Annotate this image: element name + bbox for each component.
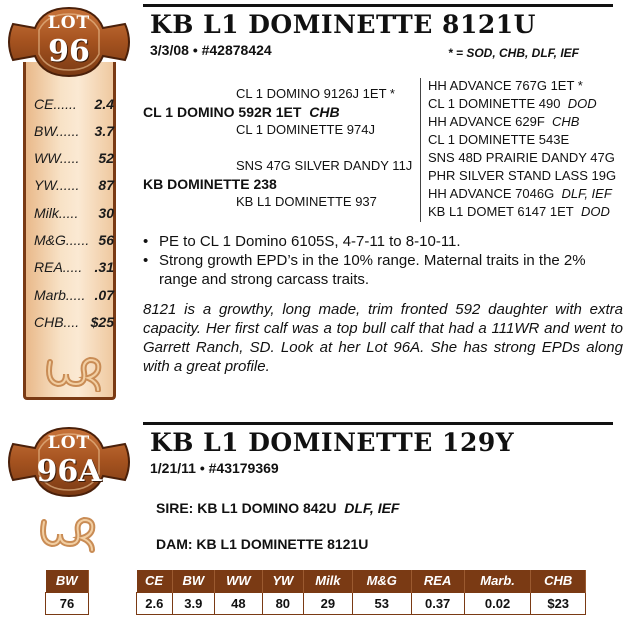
epd-value: 3.9 xyxy=(172,592,214,614)
lot-badge xyxy=(3,424,135,500)
epd-header: Milk xyxy=(303,570,352,592)
epd-header: YW xyxy=(262,570,303,592)
ped-sire: CL 1 DOMINO 592R 1ET CHB xyxy=(143,104,340,120)
pedigree-divider xyxy=(420,78,421,222)
epd-value: 29 xyxy=(303,592,352,614)
lot-number: 96 xyxy=(48,34,90,69)
ped-sd-sire: HH ADVANCE 629F CHB xyxy=(428,114,580,129)
epd-bw: BW...... 3.7 xyxy=(34,123,114,139)
lot-description: 8121 is a growthy, long made, trim fronted 592 daughter with extra capacity. Her first calf was a top bull calf that had a 111WR and went to Garrett Ranch, SD. Look at her Lot 96A. She has strong EPDs along with a great profile. xyxy=(143,301,623,375)
highlights-list xyxy=(143,232,613,289)
ped-ds-dam: PHR SILVER STAND LASS 19G xyxy=(428,168,617,183)
epd-value: 2.6 xyxy=(137,592,173,614)
ped-ss-sire: HH ADVANCE 767G 1ET * xyxy=(428,78,583,93)
epd-value: 0.02 xyxy=(464,592,531,614)
ranch-brand-icon xyxy=(44,352,106,392)
ped-dam-sire: SNS 47G SILVER DANDY 11J xyxy=(236,158,413,173)
epd-value: $23 xyxy=(531,592,586,614)
dam-line: DAM: KB L1 DOMINETTE 8121U xyxy=(156,536,369,552)
ped-sd-dam: CL 1 DOMINETTE 543E xyxy=(428,132,570,147)
epd-value: 48 xyxy=(215,592,263,614)
animal-name: KB L1 DOMINETTE 8121U xyxy=(150,10,536,39)
epd-sidebar xyxy=(23,62,116,400)
ped-ss-dam: CL 1 DOMINETTE 490 DOD xyxy=(428,96,597,111)
lot-badge xyxy=(3,4,135,80)
epd-header: M&G xyxy=(352,570,411,592)
dob-registration: 3/3/08 • #42878424 xyxy=(150,42,272,58)
bw-value: 76 xyxy=(46,592,89,614)
epd-header: Marb. xyxy=(464,570,531,592)
highlight-item: • Strong growth EPD’s in the 10% range. Maternal traits in the 2% range and strong carcass traits. xyxy=(143,251,613,289)
ped-sire-dam: CL 1 DOMINETTE 974J xyxy=(236,122,375,137)
trait-legend: * = SOD, CHB, DLF, IEF xyxy=(448,46,580,60)
ranch-brand-icon xyxy=(38,510,100,554)
header-rule xyxy=(143,422,613,425)
ped-sire-sire: CL 1 DOMINO 9126J 1ET * xyxy=(236,86,395,101)
epd-value: 53 xyxy=(352,592,411,614)
header-rule xyxy=(143,4,613,7)
epd-chb: CHB.... $25 xyxy=(34,314,114,330)
birth-weight-table xyxy=(45,570,89,615)
epd-marb: Marb..... .07 xyxy=(34,287,114,303)
lot-label: LOT xyxy=(47,13,91,33)
epd-header: REA xyxy=(411,570,464,592)
ped-dd-dam: KB L1 DOMET 6147 1ET DOD xyxy=(428,204,610,219)
highlight-item: • PE to CL 1 Domino 6105S, 4-7-11 to 8-10-11. xyxy=(143,232,613,251)
bw-header: BW xyxy=(46,570,89,592)
ped-dd-sire: HH ADVANCE 7046G DLF, IEF xyxy=(428,186,612,201)
epd-mg: M&G...... 56 xyxy=(34,232,114,248)
epd-ce: CE...... 2.4 xyxy=(34,96,114,112)
animal-name: KB L1 DOMINETTE 129Y xyxy=(150,428,515,457)
epd-header: CE xyxy=(137,570,173,592)
epd-header: BW xyxy=(172,570,214,592)
dob-registration: 1/21/11 • #43179369 xyxy=(150,460,279,476)
epd-rea: REA..... .31 xyxy=(34,259,114,275)
epd-header: CHB xyxy=(531,570,586,592)
epd-header: WW xyxy=(215,570,263,592)
epd-table xyxy=(136,570,586,615)
ped-dam-dam: KB L1 DOMINETTE 937 xyxy=(236,194,377,209)
lot-number: 96A xyxy=(36,454,102,489)
epd-value: 0.37 xyxy=(411,592,464,614)
ped-ds-sire: SNS 48D PRAIRIE DANDY 47G xyxy=(428,150,615,165)
sire-line: SIRE: KB L1 DOMINO 842U DLF, IEF xyxy=(156,500,400,516)
epd-ww: WW..... 52 xyxy=(34,150,114,166)
ped-dam: KB DOMINETTE 238 xyxy=(143,176,277,192)
epd-milk: Milk..... 30 xyxy=(34,205,114,221)
epd-value: 80 xyxy=(262,592,303,614)
lot-label: LOT xyxy=(47,433,91,453)
epd-yw: YW...... 87 xyxy=(34,177,114,193)
